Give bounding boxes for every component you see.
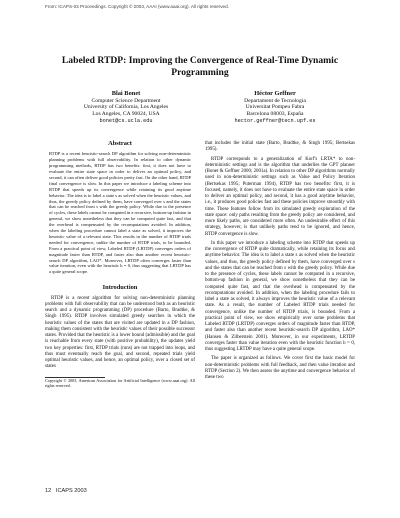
- author-affiliation-line: Departament de Tecnologia: [244, 97, 306, 104]
- copyright-header: From: ICAPS-03 Proceedings. Copyright © 2003, AAAI (www.aaai.org). All rights reserved.: [45, 4, 229, 9]
- body-paragraph: that includes the initial state (Barto, Bradtke, & Singh 1995; Bertsekas 1995).: [205, 141, 355, 153]
- introduction-paragraph: RTDP is a recent algorithm for solving non-deterministic planning problems with full observability that can be understood both as an heuristic search and a dynamic programming (DP) procedure (Barto, Bradtke, & Singh 1995). RTDP involves simulated greedy searches in which the heuristic values of the states that are visited are updated in a DP fashion, making them consistent with the heuristic values of their possible successor states. Provided that the heuristic is a lower bound (admissible) and the goal is reachable from every state (with positive probability), the updates yield two key properties: first, RTDP trials (runs) are not trapped into loops, and thus must eventually reach the goal, and second, repeated trials yield optimal heuristic values, and hence, an optimal policy, over a closed set of states: [45, 295, 195, 370]
- author-affiliation-line: University of California, Los Angeles: [83, 104, 169, 111]
- author-email: bonet@cs.ucla.edu: [99, 117, 153, 124]
- author-email: hector.geffner@tecn.upf.es: [234, 117, 316, 124]
- body-paragraph: The paper is organized as follows. We cover first the basic model for non-deterministic problems with full feedback, and then value iteration and RTDP (Section 2). We then assess the anytime and convergence behavior of these two: [205, 356, 355, 380]
- author-name: Blai Bonet: [111, 90, 141, 97]
- venue-label: ICAPS 2003: [55, 488, 87, 494]
- author-affiliation-line: Computer Science Department: [91, 97, 161, 104]
- author-affiliation-line: Barcelona 08003, España: [246, 110, 304, 117]
- body-paragraph: In this paper we introduce a labeling scheme into RTDP that speeds up the convergence of RTDP quite dramatically, while retaining its focus and anytime behavior. The idea is to label a state s as solved when the heuristic values, and thus, the greedy policy defined by them, have converged over s and the states that can be reached from s with the greedy policy. While due to the presence of cycles, these labels cannot be computed in a recursive, bottom-up fashion in general, we show nonetheless that they can be computed quite fast, and that the overhead is compensated by the recomputations avoided. In addition, when the labeling procedure fails to label a state as solved, it always improves the heuristic value of a relevant state. As a result, the number of Labeled RTDP trials needed for convergence, unlike the number of RTDP trials, is bounded. From a practical point of view, we show empirically over some problems that Labeled RTDP (LRTDP) converges orders of magnitude faster than RTDP, and faster also than another recent heuristic-search DP algorithm, LAO* (Hansen & Zilberstein 2001). Moreover, in our experiments, LRTDP converges faster than value iteration even with the heuristic function h = 0, thus suggesting LRTDP may have a quite general scope.: [205, 240, 355, 352]
- body-paragraph: RTDP corresponds to a generalization of Korf's LRTA* to non-deterministic settings and is the algorithm that underlies the GPT planner (Bonet & Geffner 2000; 2001a). In relation to other DP algorithms normally used in non-deterministic settings such as Value and Policy Iteration (Bertsekas 1995; Puterman 1994), RTDP has two benefits: first, it is focused, namely, it does not have to evaluate the entire state space in order to deliver an optimal policy, and second, it has a good anytime behavior, i.e., it produces good policies fast and these policies improve smoothly with time. These features follow from its simulated greedy exploration of the state space: only paths resulting from the greedy policy are considered, and more likely paths, are considered more often. An undesirable effect of this strategy, however, is that unlikely paths tend to be ignored, and hence, RTDP convergence is slow.: [205, 156, 355, 237]
- footnote-copyright: Copyright © 2003, American Association for Artificial Intelligence (www.aaai.org). All rights reserved.: [45, 377, 195, 388]
- author-affiliation-line: Universitat Pompeu Fabra: [245, 104, 305, 111]
- page-number: 12: [45, 488, 52, 494]
- author-block-1: [56, 90, 196, 124]
- author-affiliation-line: Los Angeles, CA 90024, USA: [92, 110, 160, 117]
- left-column: [45, 141, 195, 388]
- introduction-heading: Introduction: [102, 284, 138, 292]
- author-name: Héctor Geffner: [254, 90, 296, 97]
- author-block-2: [205, 90, 345, 124]
- paper-title: Labeled RTDP: Improving the Convergence of Real-Time Dynamic Programming: [61, 55, 339, 78]
- page-footer: [45, 488, 87, 494]
- abstract-heading: Abstract: [108, 140, 132, 147]
- abstract-text: RTDP is a recent heuristic-search DP algorithm for solving non-deterministic planning problems with full observability. In relation to other dynamic programming methods, RTDP has two benefits: first, it does not have to evaluate the entire state space in order to deliver an optimal policy, and second, it can often deliver good policies pretty fast. On the other hand, RTDP final convergence is slow. In this paper we introduce a labeling scheme into RTDP that speeds up its convergence while retaining its good anytime behavior. The idea is to label a state s as solved when the heuristic values, and thus, the greedy policy defined by them, have converged over s and the states that can be reached from s with the greedy policy. While due to the presence of cycles, these labels cannot be computed in a recursive, bottom-up fashion in general, we show nonetheless that they can be computed quite fast, and that the overhead is compensated by the recomputations avoided. In addition, when the labeling procedure cannot label a state as solved, it improves the heuristic value of a relevant state. This results in the number of RTDP trials needed for convergence, unlike the number of RTDP trials, to be bounded. From a practical point of view, Labeled RTDP (LRTDP) converges orders of magnitude faster than RTDP, and faster also than another recent heuristic-search DP algorithm, LAO*. Moreover, LRTDP often converges faster than value iteration, even with the heuristic h = 0, thus suggesting that LRTDP has a quite general scope.: [49, 151, 191, 275]
- right-column: [205, 141, 355, 381]
